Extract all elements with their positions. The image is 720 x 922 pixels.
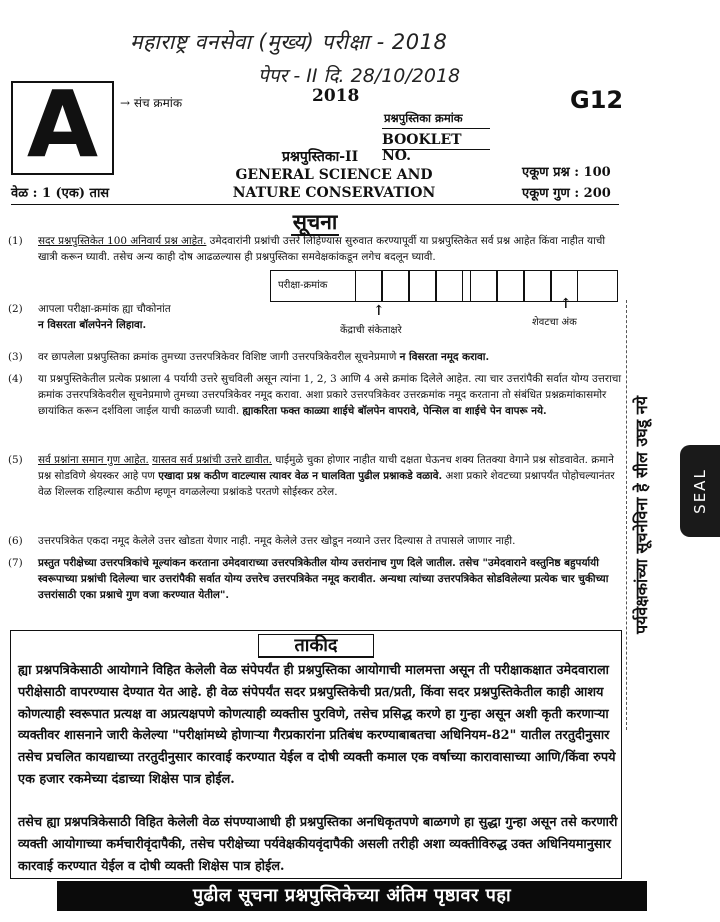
- total-marks: एकूण गुण : 200: [522, 186, 611, 201]
- seat-digit-cell[interactable]: [409, 270, 436, 302]
- instruction-item: [8, 349, 626, 365]
- instruction-item: [8, 555, 626, 603]
- seat-digit-cell[interactable]: [497, 270, 524, 302]
- warning-paragraph-1: ह्या प्रश्नपत्रिकेसाठी आयोगाने विहित केलेली वेळ संपेपर्यंत ही प्रश्नपुस्तिका आयोगाची मालमत्ता असून ती परीक्षाकक्षात उमेदवाराला परीक्षेसाठी वापरण्यास देण्यात येत आहे. ही वेळ संपेपर्यंत सदर प्रश्नपुस्तिकेची प्रत/प्रती, किंवा सदर प्रश्नपुस्तिकेतील काही आशय कोणत्याही स्वरूपात प्रत्यक्ष वा अप्रत्यक्षपणे कोणत्याही व्यक्तीस पुरविणे, तसेच प्रसिद्ध करणे हा गुन्हा असून अशी कृती करणाऱ्या व्यक्तीवर शासनाने जारी केलेल्या "परीक्षांमध्ये होणाऱ्या गैरप्रकारांना प्रतिबंध करण्याबाबतचा अधिनियम-82" यातील तरतुदीनुसार तसेच प्रचलित कायद्याच्या तरतुदीनुसार कारवाई करण्यात येईल व दोषी व्यक्ती कमाल एक वर्षाच्या कारावासाच्या आणि/किंवा रुपये एक हजार रकमेच्या दंडाच्या शिक्षेस पात्र होईल.: [18, 663, 616, 787]
- instruction-number: (6): [8, 535, 23, 547]
- instruction-text: प्रस्तुत परीक्षेच्या उत्तरपत्रिकांचे मूल्यांकन करताना उमेदवाराच्या उत्तरपत्रिकेतील योग्य उत्तरांनाच गुण दिले जातील. तसेच "उमेदवाराने वस्तुनिष्ठ बहुपर्यायी स्वरूपाच्या प्रश्नांची दिलेल्या चार उत्तरांपैकी सर्वात योग्य उत्तरेच उत्तरपत्रिकेत नमूद करावीत. अन्यथा त्यांच्या उत्तरपत्रिकेत सोडविलेल्या प्रत्येक चार चुकीच्या उत्तरांसाठी एका प्रश्नाचे गुण वजा करण्यात येतील".: [38, 557, 609, 601]
- seal-label: SEAL: [691, 468, 709, 514]
- seat-digit-cell[interactable]: [436, 270, 463, 302]
- header-divider: [11, 204, 619, 205]
- paper-subject-line-2: NATURE CONSERVATION: [232, 185, 436, 201]
- paper-subject-en: [228, 166, 440, 202]
- booklet-number-label-en: BOOKLET NO.: [382, 128, 490, 164]
- exam-duration: वेळ : 1 (एक) तास: [11, 186, 110, 201]
- instruction-number: (3): [8, 351, 23, 363]
- instruction-text: या प्रश्नपुस्तिकेतील प्रत्येक प्रश्नाला 4 पर्यायी उत्तरे सुचविली असून त्यांना 1, 2, 3 आणि 4 असे क्रमांक दिलेले आहेत. त्या चार उत्तरांपैकी सर्वात योग्य उत्तराचा क्रमांक उत्तरपत्रिकेवरील सूचनेप्रमाणे तुमच्या उत्तरपत्रिकेवर नमूद करावा. अशा प्रकारे उत्तरपत्रिकेवर उत्तरक्रमांक नमूद करताना तो संबंधित प्रश्नक्रमांकासमोर छायांकित करून दर्शविला जाईल याची काळजी घ्यावी. ह्याकरिता फक्त काळ्या शाईचे बॉलपेन वापरावे, पेन्सिल वा शाईचे पेन वापरू नये.: [38, 373, 622, 417]
- total-questions: एकूण प्रश्न : 100: [522, 165, 611, 180]
- seat-digit-cell[interactable]: [382, 270, 409, 302]
- set-letter-box: [11, 71, 114, 178]
- center-code-caption: केंद्राची संकेताक्षरे: [340, 325, 402, 336]
- seat-number-label: परीक्षा-क्रमांक: [278, 280, 328, 291]
- handwritten-paper-date: पेपर - II दि. 28/10/2018: [258, 65, 461, 87]
- set-number-label: → संच क्रमांक: [120, 96, 183, 110]
- instruction-number: (1): [8, 235, 23, 247]
- instruction-item: [8, 301, 268, 333]
- seal-tab[interactable]: [680, 445, 720, 537]
- instruction-number: (7): [8, 557, 23, 569]
- instruction-item: [8, 233, 626, 265]
- footer-banner: पुढील सूचना प्रश्नपुस्तिकेच्या अंतिम पृष्ठावर पहा: [57, 881, 647, 911]
- seat-digit-cell[interactable]: [470, 270, 497, 302]
- instruction-number: (4): [8, 373, 23, 385]
- handwritten-exam-title: महाराष्ट्र वनसेवा (मुख्य) परीक्षा - 2018: [130, 30, 448, 54]
- paper-title-mr: प्रश्नपुस्तिका-II: [282, 149, 359, 165]
- paper-subject-line-1: GENERAL SCIENCE AND: [235, 167, 433, 183]
- instruction-text: उत्तरपत्रिकेत एकदा नमूद केलेले उत्तर खोडता येणार नाही. नमूद केलेले उत्तर खोडून नव्याने उत्तर दिल्यास ते तपासले जाणार नाही.: [38, 535, 516, 547]
- warning-paragraph-2: तसेच ह्या प्रश्नपत्रिकेसाठी विहित केलेली वेळ संपण्याआधी ही प्रश्नपुस्तिका अनधिकृतपणे बाळगणे हा सुद्धा गुन्हा असून तसे करणारी व्यक्ती आयोगाच्या कर्मचारीवृंदापैकी, तसेच परीक्षेच्या पर्यवेक्षकीयवृंदापैकी असली तरीही अशा व्यक्तीविरुद्ध उक्त अधिनियमानुसार कारवाई करण्यात येईल व दोषी व्यक्ती शिक्षेस पात्र होईल.: [18, 815, 618, 874]
- booklet-number-label-mr: प्रश्नपुस्तिका क्रमांक: [384, 111, 463, 125]
- instruction-number: (2): [8, 303, 23, 315]
- instruction-text: वर छापलेला प्रश्नपुस्तिका क्रमांक तुमच्या उत्तरपत्रिकेवर विशिष्ट जागी उत्तरपत्रिकेवरील सूचनेप्रमाणे न विसरता नमूद करावा.: [38, 351, 490, 363]
- seat-digit-cell[interactable]: [355, 270, 382, 302]
- exam-year: 2018: [312, 86, 360, 106]
- instruction-text: आपला परीक्षा-क्रमांक ह्या चौकोनांत न विसरता बॉलपेनने लिहावा.: [38, 303, 171, 331]
- seat-digit-cell[interactable]: [524, 270, 551, 302]
- instructions-title: सूचना: [292, 209, 338, 234]
- last-digit-arrow-icon: ↑: [560, 296, 572, 312]
- set-letter: A: [26, 71, 99, 178]
- seal-warning-text: पर्यवेक्षकांच्या सूचनेविना हे सील उघडू नये: [632, 396, 652, 634]
- paper-code: G12: [570, 86, 624, 114]
- warning-title: ताकीद: [0, 633, 632, 657]
- instruction-text: सदर प्रश्नपुस्तिकेत 100 अनिवार्य प्रश्न आहेत. उमेदवारांनी प्रश्नांची उत्तरे लिहिण्यास सुरुवात करण्यापूर्वी या प्रश्नपुस्तिकेत सर्व प्रश्न आहेत किंवा नाहीत याची खात्री करून घ्यावी. तसेच अन्य काही दोष आढळल्यास ही प्रश्नपुस्तिका समवेक्षकांकडून लगेच बदलून घ्यावी.: [38, 235, 606, 263]
- center-code-arrow-icon: ↑: [373, 303, 385, 319]
- instruction-item: [8, 533, 626, 549]
- instruction-item: [8, 371, 626, 419]
- instruction-text: सर्व प्रश्नांना समान गुण आहेत. यास्तव सर्व प्रश्नांची उत्तरे द्यावीत. घाईमुळे चुका होणार नाहीत याची दक्षता घेऊनच शक्य तितक्या वेगाने प्रश्न सोडवावेत. क्रमाने प्रश्न सोडविणे श्रेयस्कर आहे पण एखादा प्रश्न कठीण वाटल्यास त्यावर वेळ न घालविता पुढील प्रश्नाकडे वळावे. अशा प्रकारे शेवटच्या प्रश्नापर्यंत पोहोचल्यानंतर वेळ शिल्लक राहिल्यास कठीण म्हणून वगळलेल्या प्रश्नांकडे परतणे सोईस्कर ठरेल.: [38, 454, 615, 498]
- instruction-item: [8, 452, 626, 500]
- last-digit-caption: शेवटचा अंक: [532, 317, 577, 328]
- booklet-number-underline: [382, 149, 490, 150]
- instruction-number: (5): [8, 454, 23, 466]
